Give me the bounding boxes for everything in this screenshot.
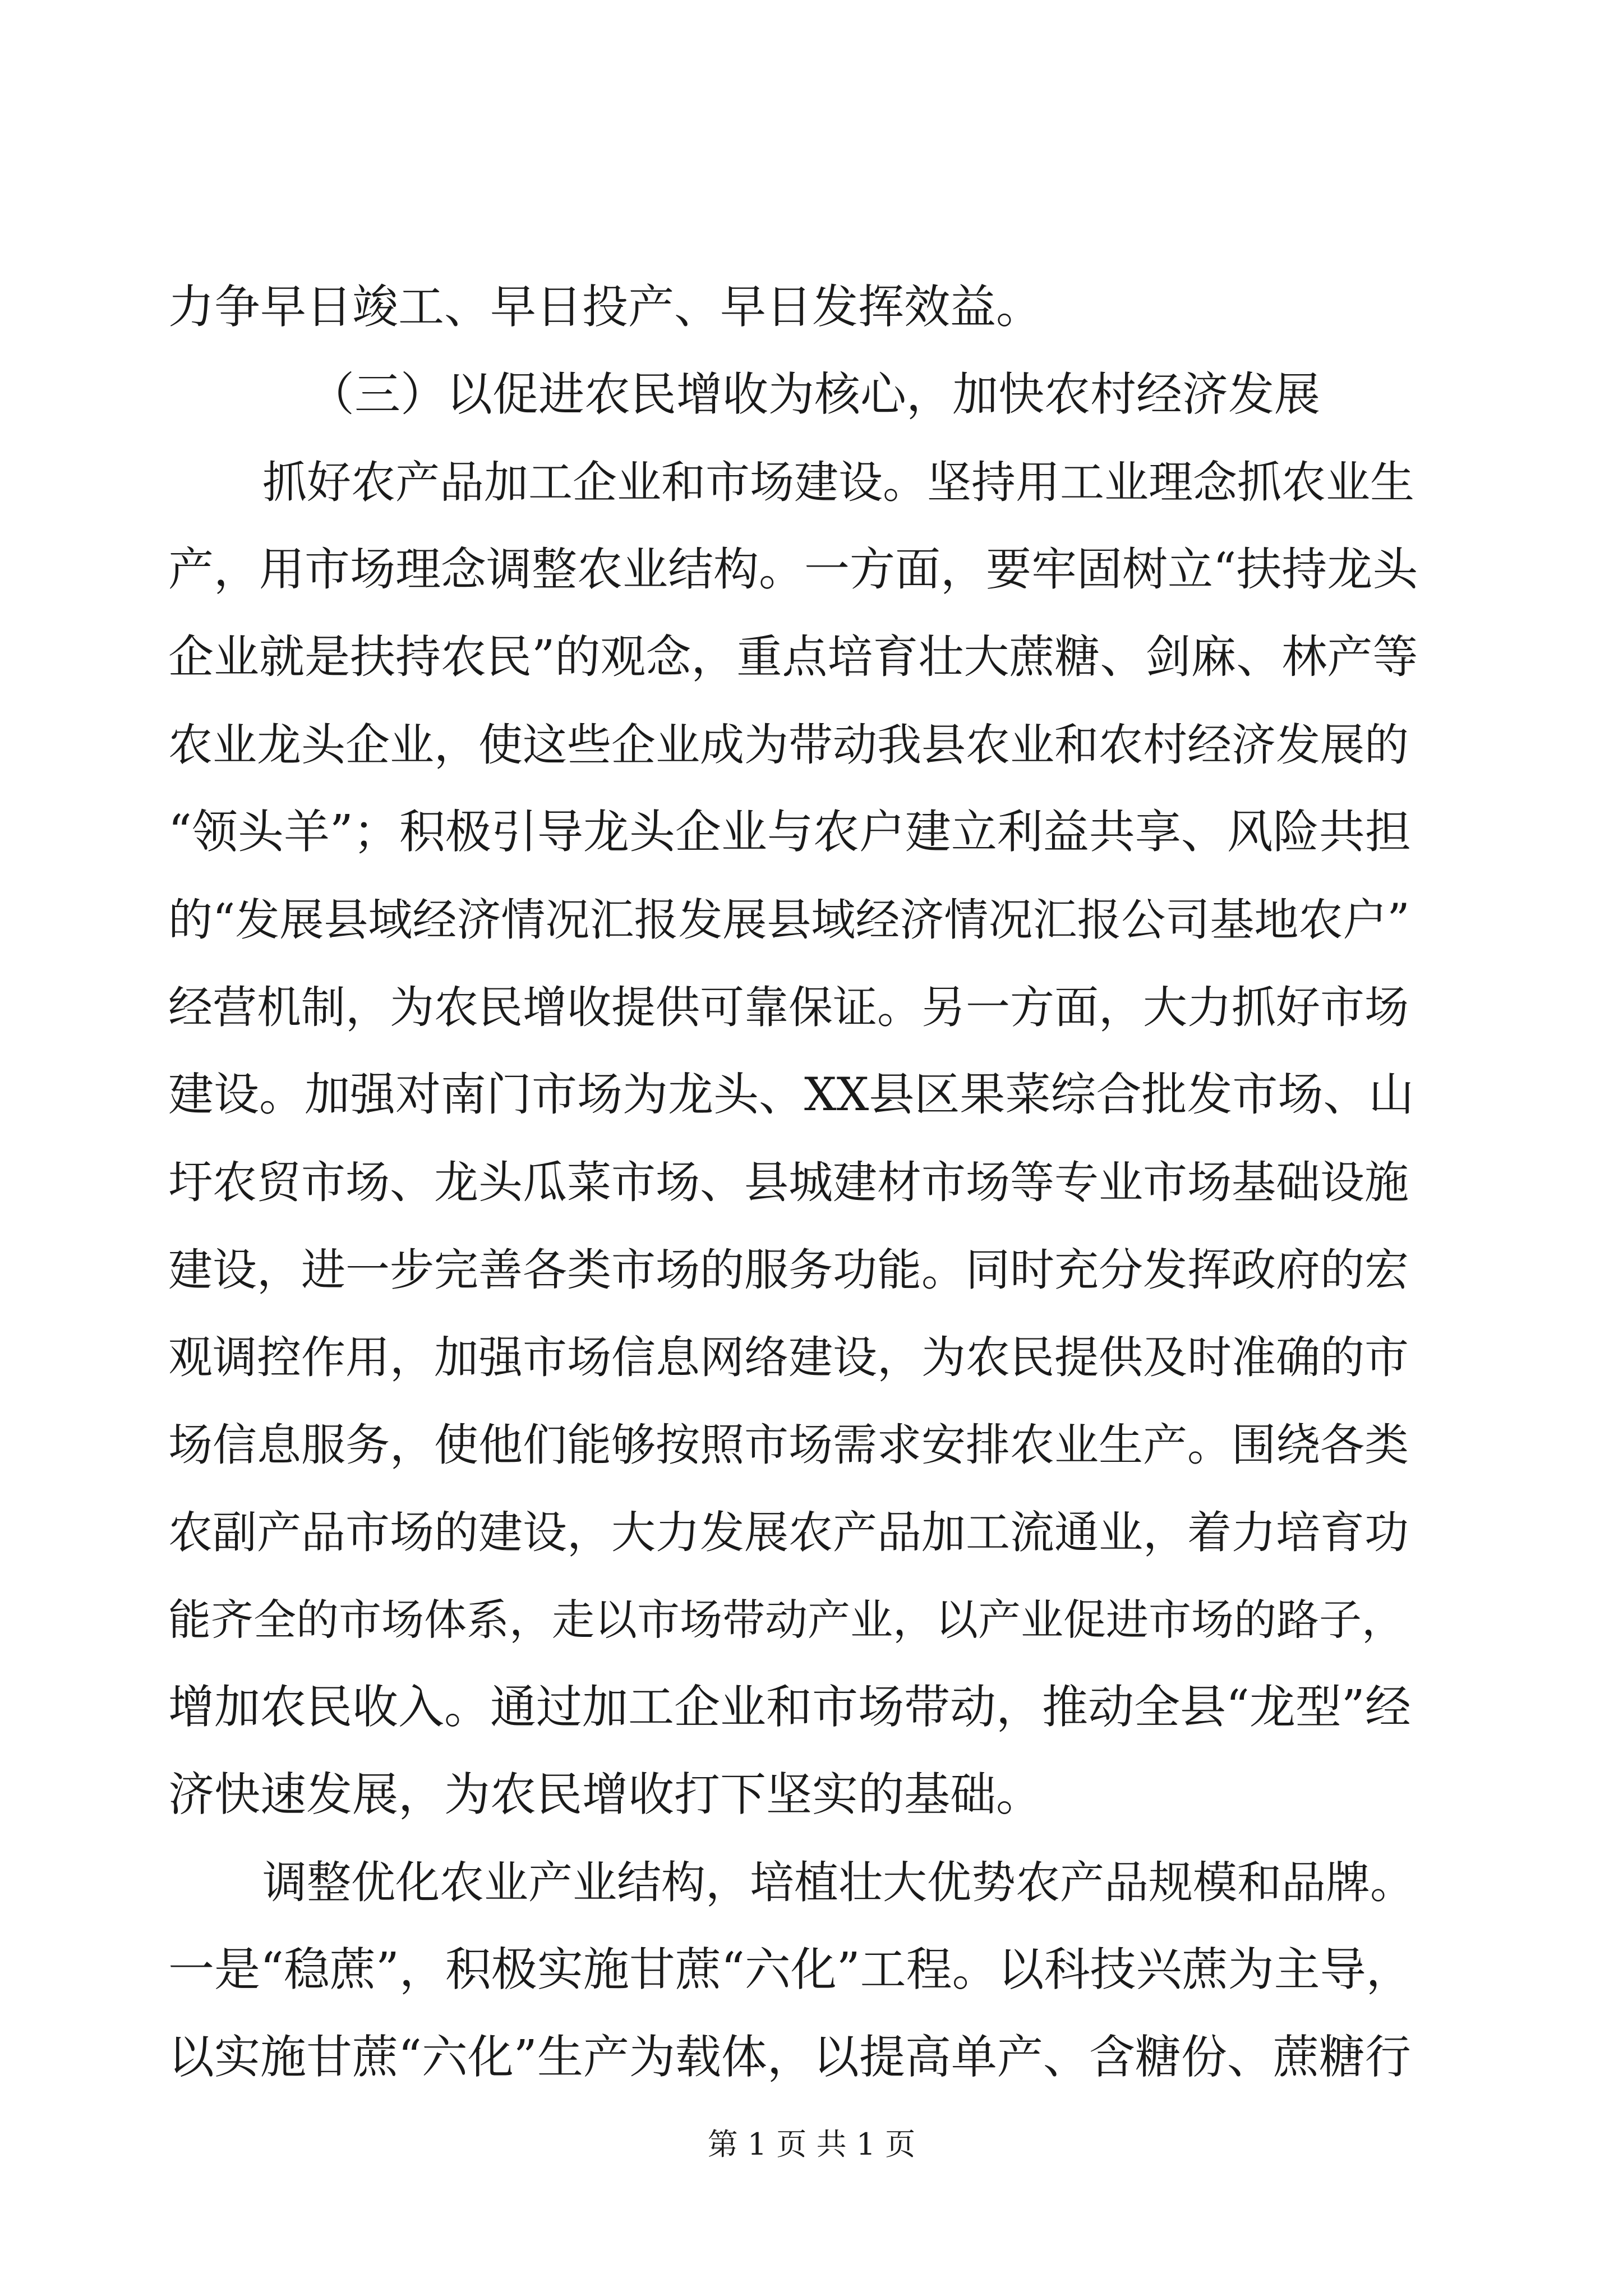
text-line: 调整优化农业产业结构，培植壮大优势农产品规模和品牌。 — [262, 1857, 1414, 1908]
text-line: 建设。加强对南门市场为龙头、XX县区果菜综合批发市场、山 — [168, 1069, 1414, 1121]
text-line: 经营机制，为农民增收提供可靠保证。另一方面，大力抓好市场 — [168, 982, 1409, 1033]
document-body — [168, 264, 1419, 2101]
text-line: 观调控作用，加强市场信息网络建设，为农民提供及时准确的市 — [168, 1332, 1409, 1383]
text-line: 一是“稳蔗”，积极实施甘蔗“六化”工程。以科技兴蔗为主导， — [168, 1943, 1412, 1996]
text-line: 增加农民收入。通过加工企业和市场带动，推动全县“龙型”经 — [168, 1681, 1411, 1734]
text-line: 场信息服务，使他们能够按照市场需求安排农业生产。围绕各类 — [168, 1419, 1409, 1471]
text-line: “领头羊”；积极引导龙头企业与农户建立利益共享、风险共担 — [168, 806, 1411, 859]
text-line: 力争早日竣工、早日投产、早日发挥效益。 — [168, 280, 1043, 334]
text-line: 产，用市场理念调整农业结构。一方面，要牢固树立“扶持龙头 — [168, 544, 1418, 596]
section-heading: （三）以促进农民增收为核心，加快农村经济发展 — [308, 368, 1321, 421]
page-number-label: 第 1 页 共 1 页 — [707, 2127, 916, 2162]
text-line: 企业就是扶持农民”的观念，重点培育壮大蔗糖、剑麻、林产等 — [168, 631, 1418, 684]
page-footer — [0, 2120, 1623, 2164]
text-line: 圩农贸市场、龙头瓜菜市场、县城建材市场等专业市场基础设施 — [168, 1157, 1409, 1208]
text-line: 抓好农产品加工企业和市场建设。坚持用工业理念抓农业生 — [262, 457, 1414, 508]
text-line: 农副产品市场的建设，大力发展农产品加工流通业，着力培育功 — [168, 1507, 1409, 1558]
text-line: 农业龙头企业，使这些企业成为带动我县农业和农村经济发展的 — [168, 719, 1409, 771]
text-line: 能齐全的市场体系，走以市场带动产业，以产业促进市场的路子， — [168, 1595, 1404, 1645]
text-line: 以实施甘蔗“六化”生产为载体，以提高单产、含糖份、蔗糖行 — [168, 2031, 1411, 2084]
text-line: 济快速发展，为农民增收打下坚实的基础。 — [168, 1768, 1043, 1821]
text-line: 的“发展县域经济情况汇报发展县域经济情况汇报公司基地农户” — [168, 894, 1410, 946]
text-line: 建设，进一步完善各类市场的服务功能。同时充分发挥政府的宏 — [168, 1244, 1409, 1296]
